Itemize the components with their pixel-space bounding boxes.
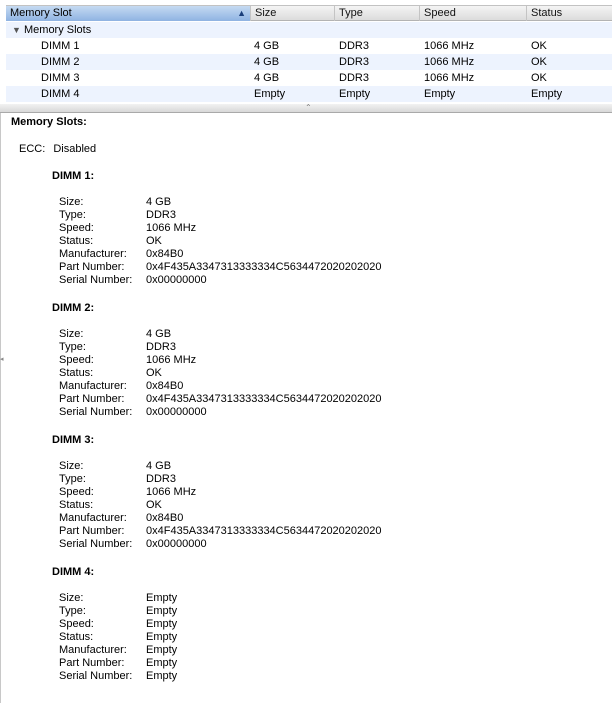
disclosure-triangle-expanded-icon[interactable]: ▼ <box>12 25 21 35</box>
field-size <box>59 196 171 209</box>
field-status <box>59 235 162 248</box>
sort-ascending-icon: ▲ <box>237 8 246 18</box>
field-label: Serial Number: <box>59 538 133 550</box>
cell-type: DDR3 <box>339 56 369 68</box>
cell-speed: Empty <box>424 88 456 100</box>
field-label: Part Number: <box>59 393 125 405</box>
field-serial-number <box>59 670 177 683</box>
field-part-number <box>59 525 382 538</box>
field-label: Type: <box>59 605 86 617</box>
field-speed <box>59 486 196 499</box>
field-label: Manufacturer: <box>59 644 127 656</box>
cell-size: 4 GB <box>254 40 280 52</box>
table-header <box>6 5 612 21</box>
field-speed <box>59 354 196 367</box>
field-label: Type: <box>59 209 86 221</box>
field-status <box>59 367 162 380</box>
field-value: 1066 MHz <box>146 354 197 366</box>
field-value: Empty <box>146 657 178 669</box>
table-row[interactable] <box>6 54 612 70</box>
cell-status: Empty <box>531 88 563 100</box>
cell-slot: DIMM 2 <box>41 56 80 68</box>
cell-size: 4 GB <box>254 56 280 68</box>
field-label: Status: <box>59 367 94 379</box>
field-label: Status: <box>59 235 94 247</box>
column-header-label: Type <box>339 7 363 19</box>
field-label: Status: <box>59 631 94 643</box>
field-value: 0x00000000 <box>146 538 207 550</box>
field-manufacturer <box>59 248 183 261</box>
field-value: 0x4F435A3347313333334C5634472020202020 <box>146 261 382 273</box>
splitter-handle-icon[interactable]: ⌃ <box>305 103 312 112</box>
field-value: Empty <box>146 618 178 630</box>
table-row[interactable] <box>6 70 612 86</box>
field-speed <box>59 618 177 631</box>
group-label-text: Memory Slots <box>24 24 92 36</box>
field-type <box>59 209 176 222</box>
field-value: OK <box>146 499 162 511</box>
dimm-heading: DIMM 1: <box>52 170 95 182</box>
field-value: Empty <box>146 644 178 656</box>
field-value: DDR3 <box>146 209 176 221</box>
field-serial-number <box>59 406 207 419</box>
group-row-memory-slots[interactable] <box>6 22 612 38</box>
column-header-label: Speed <box>424 7 456 19</box>
field-label: Manufacturer: <box>59 380 127 392</box>
column-header-label: Memory Slot <box>10 7 72 19</box>
field-label: Serial Number: <box>59 406 133 418</box>
cell-size: 4 GB <box>254 72 280 84</box>
field-size <box>59 328 171 341</box>
field-size <box>59 592 177 605</box>
field-label: Part Number: <box>59 525 125 537</box>
field-type <box>59 605 177 618</box>
field-status <box>59 631 177 644</box>
field-value: OK <box>146 235 162 247</box>
group-label <box>6 22 91 38</box>
field-label: Size: <box>59 460 84 472</box>
field-serial-number <box>59 538 207 551</box>
cell-type: DDR3 <box>339 72 369 84</box>
field-part-number <box>59 393 382 406</box>
field-speed <box>59 222 196 235</box>
field-value: 0x84B0 <box>146 512 184 524</box>
column-header-memory-slot[interactable] <box>6 6 251 21</box>
field-value: 4 GB <box>146 196 172 208</box>
field-value: Empty <box>146 670 178 682</box>
field-status <box>59 499 162 512</box>
field-size <box>59 460 171 473</box>
field-value: 0x4F435A3347313333334C5634472020202020 <box>146 525 382 537</box>
field-value: DDR3 <box>146 341 176 353</box>
cell-slot: DIMM 3 <box>41 72 80 84</box>
dimm-heading: DIMM 2: <box>52 302 95 314</box>
cell-speed: 1066 MHz <box>424 72 475 84</box>
cell-status: OK <box>531 40 547 52</box>
field-manufacturer <box>59 512 183 525</box>
field-value: Empty <box>146 631 178 643</box>
detail-pane <box>0 113 612 703</box>
field-label: Type: <box>59 341 86 353</box>
field-label: Size: <box>59 196 84 208</box>
field-label: Part Number: <box>59 261 125 273</box>
field-label: Part Number: <box>59 657 125 669</box>
cell-size: Empty <box>254 88 286 100</box>
table-row[interactable] <box>6 86 612 102</box>
field-label: Manufacturer: <box>59 512 127 524</box>
field-value: 4 GB <box>146 328 172 340</box>
cell-status: OK <box>531 56 547 68</box>
cell-speed: 1066 MHz <box>424 40 475 52</box>
memory-slot-table <box>0 0 612 105</box>
ecc-value: Disabled <box>53 143 97 155</box>
field-value: 1066 MHz <box>146 222 197 234</box>
dimm-heading: DIMM 3: <box>52 434 95 446</box>
field-label: Size: <box>59 328 84 340</box>
field-label: Size: <box>59 592 84 604</box>
field-manufacturer <box>59 380 183 393</box>
cell-type: Empty <box>339 88 371 100</box>
column-header-speed[interactable] <box>420 6 527 21</box>
ecc-label: ECC: <box>19 143 46 155</box>
field-serial-number <box>59 274 207 287</box>
cell-status: OK <box>531 72 547 84</box>
field-value: DDR3 <box>146 473 176 485</box>
resize-nub-icon: ◂ <box>0 356 4 363</box>
field-value: 4 GB <box>146 460 172 472</box>
table-row[interactable] <box>6 38 612 54</box>
detail-title: Memory Slots: <box>11 116 87 128</box>
field-value: Empty <box>146 605 178 617</box>
field-label: Status: <box>59 499 94 511</box>
field-label: Serial Number: <box>59 274 133 286</box>
column-header-size[interactable] <box>251 6 335 21</box>
field-label: Speed: <box>59 222 94 234</box>
dimm-heading: DIMM 4: <box>52 566 95 578</box>
field-value: 0x00000000 <box>146 274 207 286</box>
field-type <box>59 473 176 486</box>
column-header-label: Status <box>531 7 563 19</box>
pane-splitter[interactable] <box>0 104 612 113</box>
field-manufacturer <box>59 644 177 657</box>
field-value: Empty <box>146 592 178 604</box>
field-label: Type: <box>59 473 86 485</box>
cell-speed: 1066 MHz <box>424 56 475 68</box>
column-header-label: Size <box>255 7 277 19</box>
cell-type: DDR3 <box>339 40 369 52</box>
cell-slot: DIMM 4 <box>41 88 80 100</box>
field-label: Serial Number: <box>59 670 133 682</box>
field-part-number <box>59 657 177 670</box>
field-label: Speed: <box>59 354 94 366</box>
column-header-status[interactable] <box>527 6 612 21</box>
field-part-number <box>59 261 382 274</box>
field-label: Speed: <box>59 486 94 498</box>
field-value: 0x84B0 <box>146 380 184 392</box>
field-value: 0x84B0 <box>146 248 184 260</box>
field-value: OK <box>146 367 162 379</box>
field-type <box>59 341 176 354</box>
ecc-line <box>19 143 96 155</box>
field-value: 0x4F435A3347313333334C5634472020202020 <box>146 393 382 405</box>
column-header-type[interactable] <box>335 6 420 21</box>
cell-slot: DIMM 1 <box>41 40 80 52</box>
field-label: Speed: <box>59 618 94 630</box>
field-label: Manufacturer: <box>59 248 127 260</box>
field-value: 0x00000000 <box>146 406 207 418</box>
field-value: 1066 MHz <box>146 486 197 498</box>
